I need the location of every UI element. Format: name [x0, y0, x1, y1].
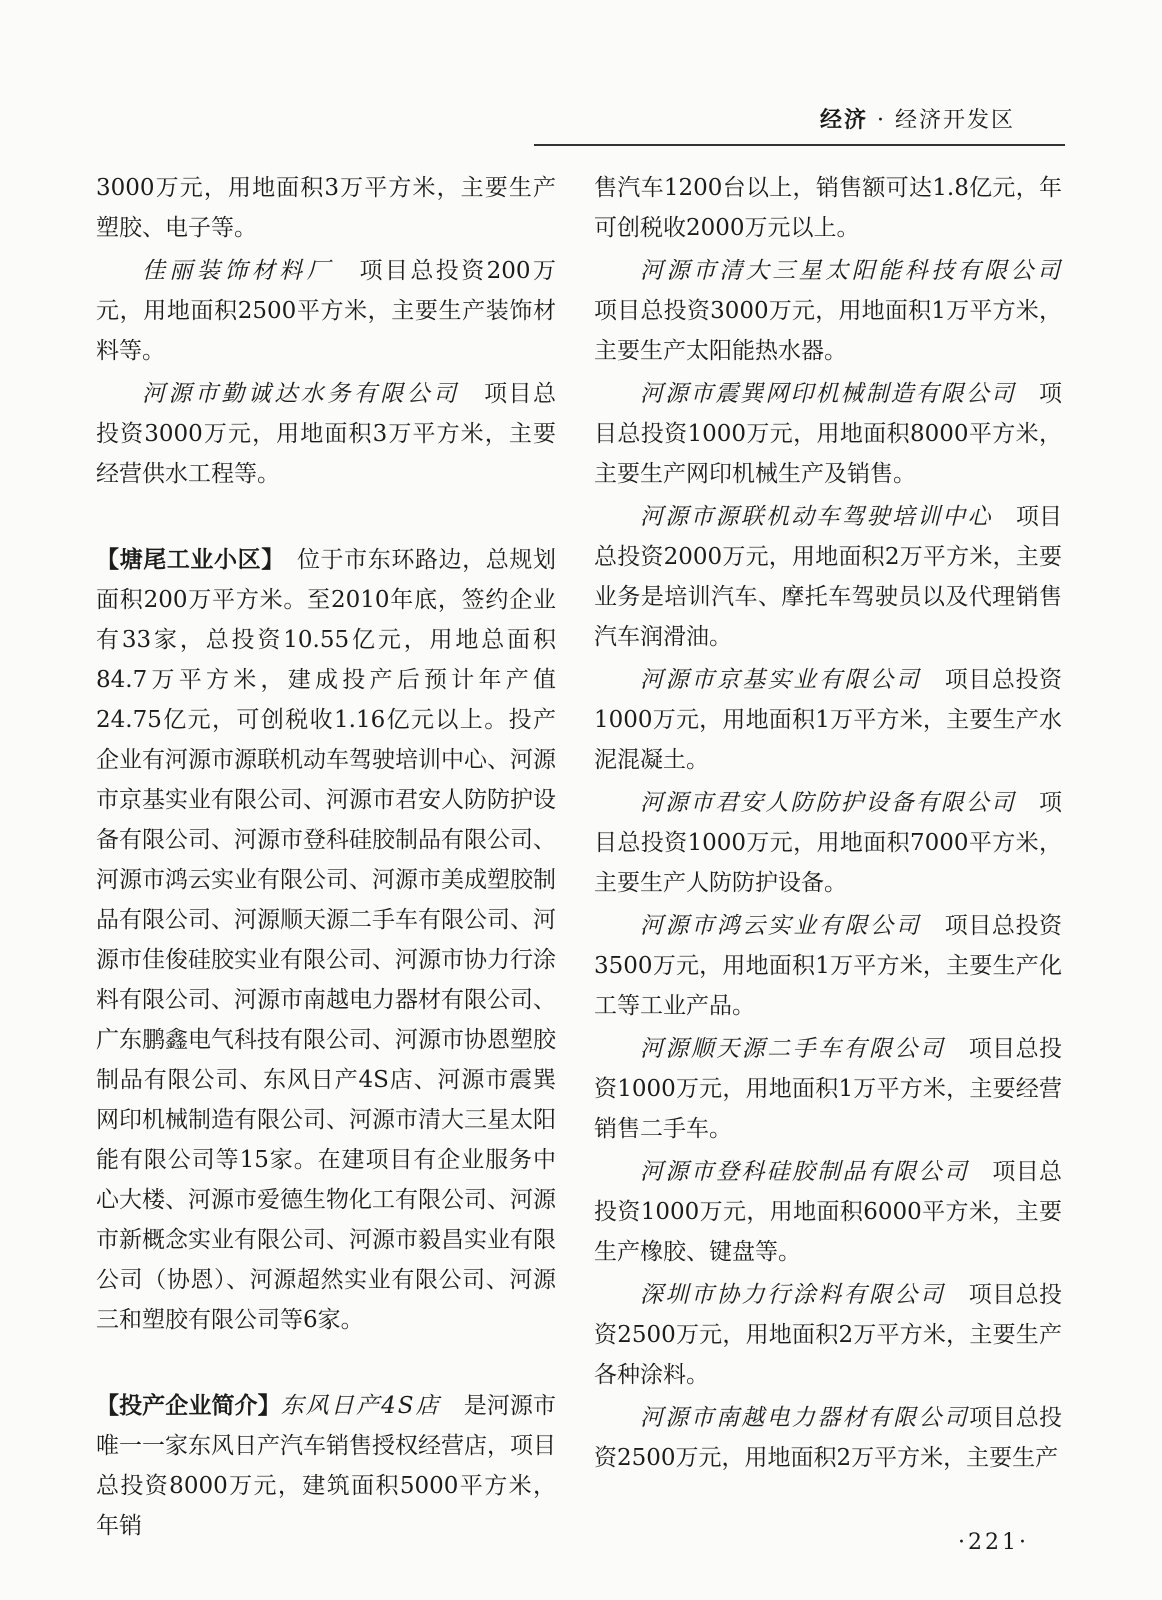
paragraph-text: 项目总投资1000万元，用地面积1万平方米，主要生产水泥混凝土。	[594, 667, 1062, 773]
company-name: 河源市勤诚达水务有限公司	[142, 381, 460, 407]
paragraph	[96, 540, 556, 1340]
paragraph	[594, 1398, 1062, 1478]
right-column	[594, 168, 1062, 1478]
company-name: 河源市君安人防防护设备有限公司	[640, 790, 1016, 816]
paragraph-text: 项目总投资1000万元，用地面积8000平方米，主要生产网印机械生产及销售。	[594, 381, 1062, 487]
paragraph	[594, 1029, 1062, 1149]
paragraph-text: 售汽车1200台以上，销售额可达1.8亿元，年可创税收2000万元以上。	[594, 175, 1062, 241]
paragraph-text: 项目总投资3500万元，用地面积1万平方米，主要生产化工等工业产品。	[594, 913, 1062, 1019]
paragraph-text: 项目总投资2000万元，用地面积2万平方米，主要业务是培训汽车、摩托车驾驶员以及代理销售汽车润滑油。	[594, 504, 1062, 650]
paragraph-text: 项目总投资2500万元，用地面积2万平方米，主要生产	[594, 1405, 1062, 1471]
paragraph-text: 是河源市唯一一家东风日产汽车销售授权经营店，项目总投资8000万元，建筑面积5000平方米，年销	[96, 1393, 557, 1539]
company-name: 东风日产4S店	[280, 1393, 441, 1419]
company-name: 河源市震巽网印机械制造有限公司	[640, 381, 1016, 407]
header-subsection: 经济开发区	[895, 108, 1016, 133]
company-name: 河源顺天源二手车有限公司	[640, 1036, 946, 1062]
paragraph	[594, 906, 1062, 1026]
paragraph	[96, 1386, 556, 1546]
left-column	[96, 168, 556, 1546]
company-name: 河源市清大三星太阳能科技有限公司	[640, 258, 1062, 284]
paragraph	[594, 660, 1062, 780]
company-name: 河源市鸿云实业有限公司	[640, 913, 922, 939]
paragraph	[594, 1152, 1062, 1272]
paragraph-text: 项目总投资3000万元，用地面积3万平方米，主要经营供水工程等。	[96, 381, 557, 487]
company-name: 河源市京基实业有限公司	[640, 667, 922, 693]
paragraph-text: 项目总投资1000万元，用地面积1万平方米，主要经营销售二手车。	[594, 1036, 1062, 1142]
company-name: 河源市登科硅胶制品有限公司	[640, 1159, 970, 1185]
section-heading: 【投产企业简介】	[96, 1393, 281, 1419]
header-section: 经济	[820, 108, 869, 133]
paragraph	[594, 374, 1062, 494]
paragraph	[96, 374, 556, 494]
paragraph	[594, 497, 1062, 657]
paragraph	[96, 168, 556, 248]
page-number: ·221·	[958, 1530, 1029, 1555]
paragraph-text: 项目总投资2500万元，用地面积2万平方米，主要生产各种涂料。	[594, 1282, 1062, 1388]
company-name: 河源市源联机动车驾驶培训中心	[640, 504, 993, 530]
paragraph	[594, 168, 1062, 248]
paragraph-text: 项目总投资200万元，用地面积2500平方米，主要生产装饰材料等。	[96, 258, 556, 364]
paragraph	[96, 251, 556, 371]
company-name: 佳丽装饰材料厂	[142, 258, 335, 284]
header-separator: ·	[877, 108, 887, 133]
paragraph-text: 3000万元，用地面积3万平方米，主要生产塑胶、电子等。	[96, 175, 556, 241]
running-header	[820, 103, 1015, 134]
paragraph-text: 项目总投资3000万元，用地面积1万平方米，主要生产太阳能热水器。	[594, 298, 1062, 364]
header-rule	[534, 144, 1065, 146]
paragraph	[594, 251, 1062, 371]
company-name: 深圳市协力行涂料有限公司	[640, 1282, 946, 1308]
company-name: 河源市南越电力器材有限公司	[640, 1405, 970, 1431]
paragraph	[594, 783, 1062, 903]
paragraph-text: 项目总投资1000万元，用地面积6000平方米，主要生产橡胶、键盘等。	[594, 1159, 1062, 1265]
section-heading: 【塘尾工业小区】	[96, 547, 274, 573]
paragraph-text: 位于市东环路边，总规划面积200万平方米。至2010年底，签约企业有33家，总投资10.55亿元，用地总面积84.7万平方米，建成投产后预计年产值24.75亿元，可创税收1.16亿元以上。投产企业有河源市源联机动车驾驶培训中心、河源市京基实业有限公司、河源市君安人防防护设备有限公司、河源市登科硅胶制品有限公司、河源市鸿云实业有限公司、河源市美成塑胶制品有限公司、河源顺天源二手车有限公司、河源市佳俊硅胶实业有限公司、河源市协力行涂料有限公司、河源市南越电力器材有限公司、广东鹏鑫电气科技有限公司、河源市协恩塑胶制品有限公司、东风日产4S店、河源市震巽网印机械制造有限公司、河源市清大三星太阳能有限公司等15家。在建项目有企业服务中心大楼、河源市爱德生物化工有限公司、河源市新概念实业有限公司、河源市毅昌实业有限公司（协恩）、河源超然实业有限公司、河源三和塑胶有限公司等6家。	[96, 547, 557, 1333]
paragraph-text: 项目总投资1000万元，用地面积7000平方米，主要生产人防防护设备。	[594, 790, 1062, 896]
paragraph	[594, 1275, 1062, 1395]
